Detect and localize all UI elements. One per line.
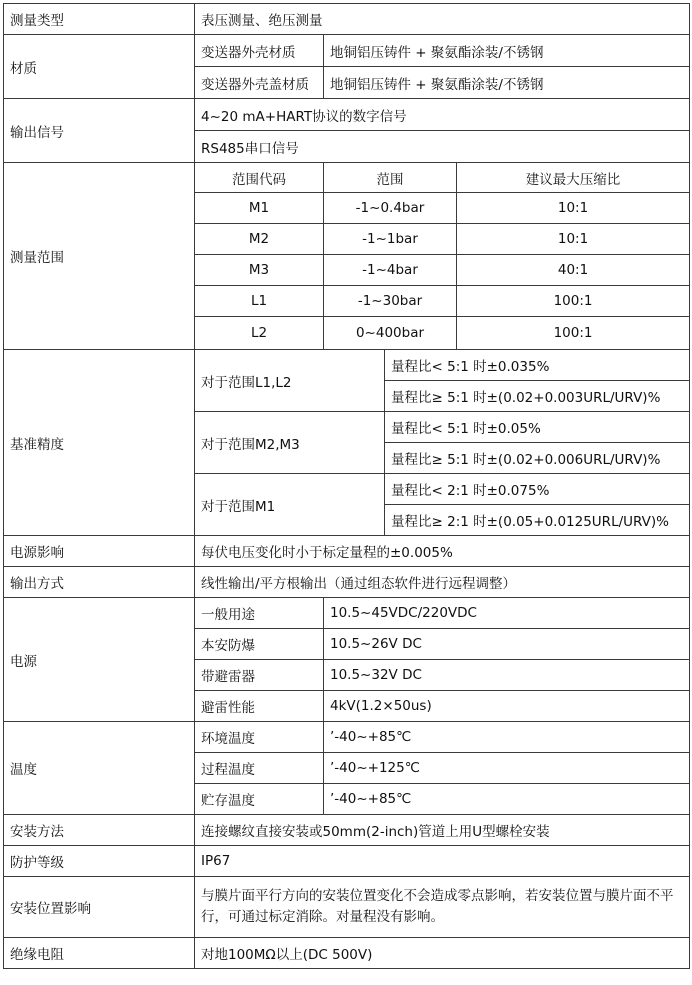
row-install-position [4, 877, 690, 938]
range-header-row [4, 163, 690, 193]
sub-value: 地铜铝压铸件 + 聚氨酯涂装/不锈钢 [324, 67, 690, 99]
range-value: -1~1bar [324, 224, 457, 255]
range-ratio: 100:1 [457, 286, 690, 317]
range-ratio: 10:1 [457, 193, 690, 224]
row-label: 电源 [4, 598, 195, 722]
row-value: 对地100MΩ以上(DC 500V) [195, 938, 690, 969]
range-code: M3 [195, 255, 324, 286]
row-label: 测量范围 [4, 163, 195, 350]
range-code: M2 [195, 224, 324, 255]
row-temperature [4, 722, 690, 753]
accuracy-line: 量程比< 5:1 时±0.035% [385, 350, 690, 381]
sub-label: 变送器外壳盖材质 [195, 67, 324, 99]
sub-label: 一般用途 [195, 598, 324, 629]
row-label: 安装位置影响 [4, 877, 195, 938]
accuracy-line: 量程比≥ 2:1 时±(0.05+0.0125URL/URV)% [385, 505, 690, 536]
row-install-method [4, 815, 690, 846]
sub-label: 避雷性能 [195, 691, 324, 722]
accuracy-row [4, 350, 690, 381]
spec-table [3, 3, 690, 969]
sub-label: 贮存温度 [195, 784, 324, 815]
range-ratio: 10:1 [457, 224, 690, 255]
range-code: L2 [195, 317, 324, 350]
row-label: 绝缘电阻 [4, 938, 195, 969]
range-header-range: 范围 [324, 163, 457, 193]
range-code: L1 [195, 286, 324, 317]
range-value: -1~30bar [324, 286, 457, 317]
row-value: 连接螺纹直接安装或50mm(2-inch)管道上用U型螺栓安装 [195, 815, 690, 846]
row-label: 输出信号 [4, 99, 195, 163]
row-label: 基准精度 [4, 350, 195, 536]
sub-value: 10.5~45VDC/220VDC [324, 598, 690, 629]
row-value: 与膜片面平行方向的安装位置变化不会造成零点影响，若安装位置与膜片面不平行，可通过标定消除。对量程没有影响。 [195, 877, 690, 938]
row-label: 输出方式 [4, 567, 195, 598]
row-label: 温度 [4, 722, 195, 815]
row-power-effect [4, 536, 690, 567]
row-power [4, 598, 690, 629]
sub-value: ’-40~+85℃ [324, 722, 690, 753]
row-value: 线性输出/平方根输出（通过组态软件进行远程调整） [195, 567, 690, 598]
accuracy-range: 对于范围L1,L2 [195, 350, 385, 412]
sub-value: 4~20 mA+HART协议的数字信号 [195, 99, 690, 131]
row-label: 材质 [4, 35, 195, 99]
range-header-ratio: 建议最大压缩比 [457, 163, 690, 193]
sub-value: 10.5~32V DC [324, 660, 690, 691]
row-value: 每伏电压变化时小于标定量程的±0.005% [195, 536, 690, 567]
sub-value: 4kV(1.2×50us) [324, 691, 690, 722]
accuracy-line: 量程比≥ 5:1 时±(0.02+0.006URL/URV)% [385, 443, 690, 474]
row-insulation [4, 938, 690, 969]
row-material [4, 35, 690, 67]
row-label: 电源影响 [4, 536, 195, 567]
sub-value: ’-40~+125℃ [324, 753, 690, 784]
accuracy-line: 量程比< 5:1 时±0.05% [385, 412, 690, 443]
range-code: M1 [195, 193, 324, 224]
sub-label: 变送器外壳材质 [195, 35, 324, 67]
sub-label: 过程温度 [195, 753, 324, 784]
range-header-code: 范围代码 [195, 163, 324, 193]
range-value: -1~4bar [324, 255, 457, 286]
sub-value: RS485串口信号 [195, 131, 690, 163]
row-value: 表压测量、绝压测量 [195, 4, 690, 35]
row-label: 测量类型 [4, 4, 195, 35]
sub-value: 地铜铝压铸件 + 聚氨酯涂装/不锈钢 [324, 35, 690, 67]
row-output-mode [4, 567, 690, 598]
row-label: 防护等级 [4, 846, 195, 877]
accuracy-line: 量程比≥ 5:1 时±(0.02+0.003URL/URV)% [385, 381, 690, 412]
range-ratio: 100:1 [457, 317, 690, 350]
row-output-signal [4, 99, 690, 131]
sub-label: 环境温度 [195, 722, 324, 753]
row-value: IP67 [195, 846, 690, 877]
sub-value: ’-40~+85℃ [324, 784, 690, 815]
range-value: -1~0.4bar [324, 193, 457, 224]
range-ratio: 40:1 [457, 255, 690, 286]
sub-label: 本安防爆 [195, 629, 324, 660]
row-measure-type [4, 4, 690, 35]
row-label: 安装方法 [4, 815, 195, 846]
range-value: 0~400bar [324, 317, 457, 350]
accuracy-range: 对于范围M1 [195, 474, 385, 536]
sub-value: 10.5~26V DC [324, 629, 690, 660]
accuracy-line: 量程比< 2:1 时±0.075% [385, 474, 690, 505]
row-protection [4, 846, 690, 877]
accuracy-range: 对于范围M2,M3 [195, 412, 385, 474]
sub-label: 带避雷器 [195, 660, 324, 691]
